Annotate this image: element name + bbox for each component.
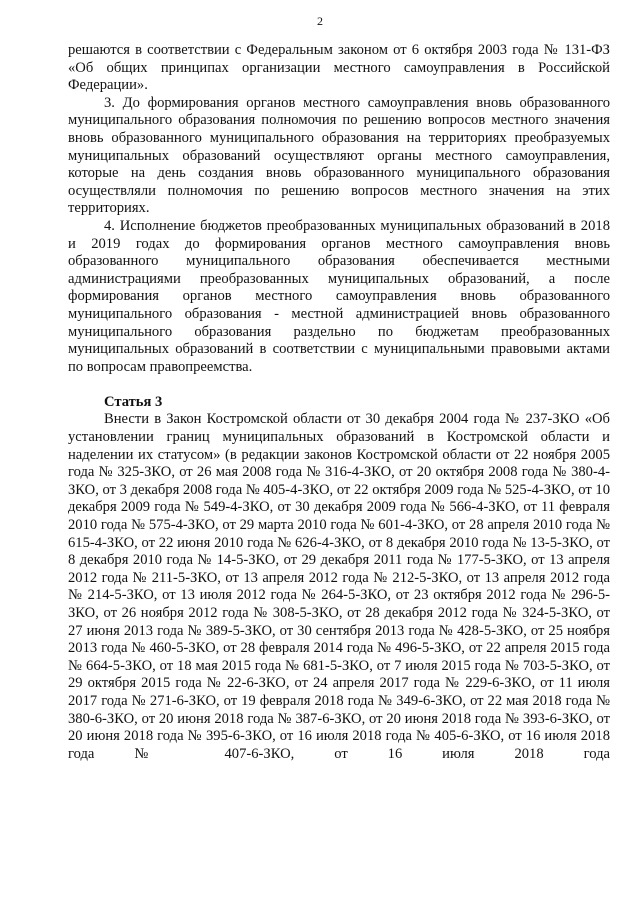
page-number: 2 — [317, 14, 323, 28]
paragraph-3: 3. До формирования органов местного самоуправления вновь образованного муниципального образования полномочия по решению вопросов местного значения вновь образованного муниципального образования на территориях преобразуемых муниципальных образований осуществляют органы местного самоуправления, которые на день создания вновь образованного муниципального образования осуществляли полномочия по решению вопросов местного значения на этих территориях. — [68, 94, 610, 217]
article-text: Внести в Закон Костромской области от 30 декабря 2004 года № 237-ЗКО «Об установлении границ муниципальных образований в Костромской области и наделении их статусом» (в редакции законов Костромской области от 22 ноября 2005 года № 325-ЗКО, от 26 мая 2008 года № 316-4-ЗКО, от 20 октября 2008 года № 380-4-ЗКО, от 3 декабря 2008 года № 405-4-ЗКО, от 22 октября 2009 года № 525-4-ЗКО, от 10 декабря 2009 года № 549-4-ЗКО, от 30 декабря 2009 года № 566-4-ЗКО, от 11 февраля 2010 года № 575-4-ЗКО, от 29 марта 2010 года № 601-4-ЗКО, от 28 апреля 2010 года № 615-4-ЗКО, от 22 июня 2010 года № 626-4-ЗКО, от 8 декабря 2010 года № 13-5-ЗКО, от 8 декабря 2010 года № 14-5-ЗКО, от 29 декабря 2011 года № 177-5-ЗКО, от 13 апреля 2012 года № 211-5-ЗКО, от 13 апреля 2012 года № 212-5-ЗКО, от 13 апреля 2012 года № 214-5-ЗКО, от 13 июля 2012 года № 264-5-ЗКО, от 23 октября 2012 года № 296-5-ЗКО, от 26 ноября 2012 года № 308-5-ЗКО, от 28 декабря 2012 года № 324-5-ЗКО, от 27 июня 2013 года № 389-5-ЗКО, от 30 сентября 2013 года № 428-5-ЗКО, от 25 ноября 2013 года № 460-5-ЗКО, от 28 февраля 2014 года № 496-5-ЗКО, от 22 апреля 2015 года № 664-5-ЗКО, от 18 мая 2015 года № 681-5-ЗКО, от 7 июля 2015 года № 703-5-ЗКО, от 29 октября 2015 года № 22-6-ЗКО, от 24 апреля 2017 года № 229-6-ЗКО, от 11 июля 2017 года № 271-6-ЗКО, от 19 февраля 2018 года № 349-6-ЗКО, от 22 мая 2018 года № 380-6-ЗКО, от 20 июня 2018 года № 387-6-ЗКО, от 20 июня 2018 года № 393-6-ЗКО, от 20 июня 2018 года № 395-6-ЗКО, от 16 июля 2018 года № 405-6-ЗКО, от 16 июля 2018 года № 407-6-ЗКО, от 16 июля 2018 года — [68, 411, 610, 762]
paragraph-continuation: решаются в соответствии с Федеральным законом от 6 октября 2003 года № 131-ФЗ «Об общих принципах организации местного самоуправления в Российской Федерации». — [68, 42, 610, 94]
article-title: Статья 3 — [104, 393, 163, 410]
document-body — [68, 42, 610, 763]
spacer — [68, 376, 610, 394]
paragraph-4: 4. Исполнение бюджетов преобразованных муниципальных образований в 2018 и 2019 годах до формирования органов местного самоуправления вновь образованного муниципального образования обеспечивается местными администрациями преобразованных муниципальных образований, а после формирования органов местного самоуправления вновь образованного муниципального образования - местной администрацией вновь образованного муниципального образования раздельно по бюджетам преобразованных муниципальных образований в соответствии с муниципальными правовыми актами по вопросам правопреемства. — [68, 217, 610, 375]
